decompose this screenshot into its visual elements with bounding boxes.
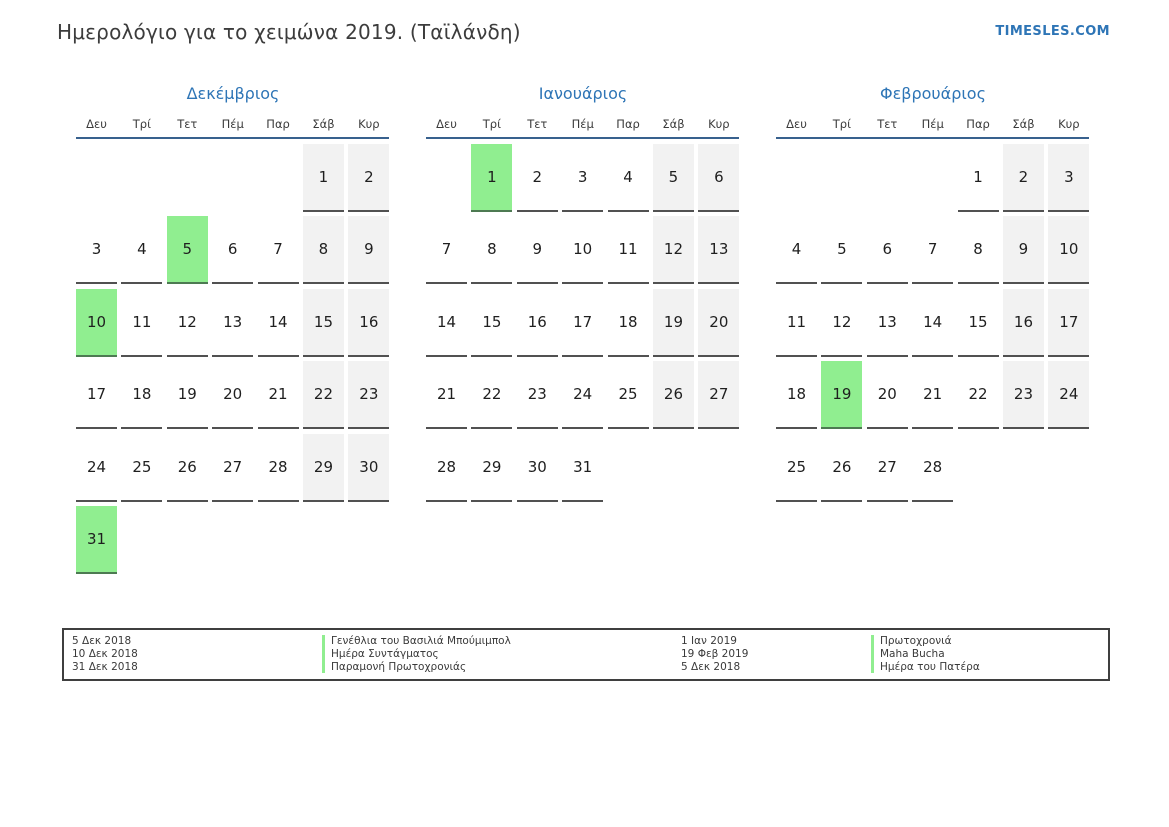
day-cell [912, 434, 953, 502]
day-cell [562, 434, 603, 502]
day-number: 12 [832, 312, 852, 331]
week-row [76, 216, 390, 284]
legend-dates-group-2 [681, 635, 748, 673]
empty-cell [121, 144, 162, 212]
day-number: 18 [786, 385, 807, 403]
weekday-label: Κυρ [708, 117, 730, 131]
empty-cell [303, 506, 344, 574]
weekend-day-cell [1048, 216, 1089, 284]
week-row [776, 289, 1090, 357]
week-row [76, 506, 390, 574]
weekday-label: Τετ [877, 117, 898, 131]
day-cell [121, 361, 162, 429]
day-cell [912, 361, 953, 429]
legend-event: Πρωτοχρονιά [871, 635, 980, 648]
holiday-day-cell [471, 144, 512, 212]
day-cell [517, 361, 558, 429]
day-cell [958, 289, 999, 357]
day-number: 9 [1018, 240, 1029, 258]
day-number: 14 [436, 312, 457, 331]
day-number: 10 [573, 240, 593, 258]
day-number: 26 [177, 457, 197, 476]
day-cell [867, 361, 908, 429]
empty-cell [426, 144, 467, 212]
weekend-day-cell [303, 216, 344, 284]
day-number: 5 [182, 240, 193, 258]
weekday-label: Δευ [786, 117, 807, 131]
month-calendar [426, 84, 740, 502]
week-row [776, 361, 1090, 429]
day-number: 20 [709, 312, 729, 331]
day-number: 9 [532, 240, 543, 258]
weekday-label: Κυρ [358, 117, 380, 131]
weekend-day-cell [698, 144, 739, 212]
legend-date: 5 Δεκ 2018 [72, 635, 132, 647]
weekday-label: Παρ [966, 117, 990, 131]
day-number: 5 [668, 167, 679, 186]
weekday-header-rule [76, 137, 389, 139]
day-number: 16 [1013, 312, 1033, 331]
day-cell [167, 289, 208, 357]
day-number: 2 [532, 167, 543, 186]
weekend-day-cell [653, 216, 694, 284]
week-row [76, 434, 390, 502]
holiday-day-cell [167, 216, 208, 284]
weekend-day-cell [303, 434, 344, 502]
legend-date: 10 Δεκ 2018 [72, 647, 138, 660]
day-cell [471, 434, 512, 502]
weekend-day-cell [1003, 216, 1044, 284]
legend-date: 1 Ιαν 2019 [681, 635, 737, 647]
day-number: 21 [436, 385, 457, 403]
empty-cell [1048, 434, 1089, 502]
day-cell [608, 289, 649, 357]
day-cell [958, 361, 999, 429]
day-number: 20 [223, 385, 243, 403]
day-number: 22 [968, 385, 988, 403]
day-number: 19 [663, 312, 683, 331]
day-number: 1 [318, 167, 329, 186]
day-cell [821, 216, 862, 284]
weekday-label: Παρ [266, 117, 290, 131]
weekend-day-cell [653, 144, 694, 212]
weekend-day-cell [348, 144, 389, 212]
day-number: 2 [1018, 167, 1029, 186]
day-number: 6 [227, 240, 238, 258]
day-number: 30 [527, 457, 547, 476]
day-cell [608, 144, 649, 212]
day-number: 16 [527, 312, 547, 331]
day-number: 4 [623, 167, 633, 186]
day-number: 15 [968, 312, 988, 331]
day-number: 3 [577, 167, 588, 186]
day-number: 11 [618, 240, 638, 258]
day-cell [776, 361, 817, 429]
weekend-day-cell [303, 361, 344, 429]
day-number: 25 [618, 385, 638, 403]
day-cell [121, 289, 162, 357]
day-cell [608, 361, 649, 429]
day-number: 3 [91, 240, 102, 258]
week-row [426, 361, 740, 429]
day-number: 22 [482, 385, 502, 403]
day-number: 26 [832, 457, 852, 476]
weekday-label: Τετ [177, 117, 198, 131]
month-title: Φεβρουάριος [880, 84, 986, 103]
week-row [76, 144, 390, 212]
empty-cell [1003, 434, 1044, 502]
brand-link[interactable]: TIMESLES.COM [995, 24, 1110, 39]
day-cell [562, 289, 603, 357]
weekend-day-cell [1048, 144, 1089, 212]
week-row [76, 289, 390, 357]
day-number: 13 [223, 312, 243, 331]
day-number: 6 [714, 167, 724, 186]
month-title: Ιανουάριος [538, 84, 628, 103]
day-number: 7 [273, 240, 283, 258]
day-number: 31 [86, 530, 107, 548]
empty-cell [167, 144, 208, 212]
day-number: 20 [877, 385, 897, 403]
day-cell [426, 289, 467, 357]
day-number: 4 [791, 240, 802, 258]
day-cell [121, 216, 162, 284]
day-number: 23 [359, 385, 379, 403]
day-cell [517, 434, 558, 502]
weekend-day-cell [348, 289, 389, 357]
weekend-day-cell [1003, 289, 1044, 357]
day-number: 14 [923, 312, 943, 331]
day-cell [517, 289, 558, 357]
day-number: 2 [364, 167, 374, 186]
week-row [426, 289, 740, 357]
day-number: 5 [837, 240, 847, 258]
day-cell [867, 434, 908, 502]
empty-cell [653, 434, 694, 502]
empty-cell [348, 506, 389, 574]
day-number: 23 [527, 385, 547, 403]
weekday-header-row [776, 117, 1090, 132]
empty-cell [167, 506, 208, 574]
day-number: 29 [482, 457, 502, 476]
day-cell [517, 144, 558, 212]
day-number: 12 [663, 240, 683, 258]
day-number: 24 [1059, 385, 1079, 403]
day-number: 21 [268, 385, 288, 403]
day-cell [562, 216, 603, 284]
weekday-label: Δευ [436, 117, 457, 131]
holiday-day-cell [76, 289, 117, 357]
day-cell [471, 289, 512, 357]
day-number: 23 [1013, 385, 1033, 403]
weekend-day-cell [1003, 144, 1044, 212]
legend-date: 5 Δεκ 2018 [681, 660, 741, 673]
week-row [426, 216, 740, 284]
legend-event: Γενέθλια του Βασιλιά Μπούμιμπολ [322, 635, 511, 648]
legend-date: 19 Φεβ 2019 [681, 647, 749, 660]
day-number: 8 [973, 240, 983, 258]
day-number: 30 [359, 457, 379, 476]
legend-event: Ημέρα του Πατέρα [871, 661, 980, 674]
day-number: 3 [1064, 167, 1074, 186]
day-number: 17 [86, 385, 107, 403]
holiday-day-cell [76, 506, 117, 574]
day-cell [958, 216, 999, 284]
day-cell [776, 216, 817, 284]
weekend-day-cell [653, 289, 694, 357]
day-number: 4 [137, 240, 147, 258]
weekend-day-cell [348, 434, 389, 502]
week-row [776, 144, 1090, 212]
day-cell [76, 434, 117, 502]
empty-cell [212, 144, 253, 212]
weekday-header-rule [776, 137, 1089, 139]
day-number: 17 [1059, 312, 1079, 331]
weekday-label: Σάβ [662, 117, 685, 131]
month-calendar [76, 84, 390, 574]
weekday-label: Τρί [832, 117, 851, 131]
weekday-header-rule [426, 137, 739, 139]
legend-event: Maha Bucha [871, 648, 980, 661]
day-number: 13 [709, 240, 729, 258]
day-number: 8 [487, 240, 497, 258]
weekday-label: Παρ [616, 117, 640, 131]
day-number: 28 [923, 457, 943, 476]
day-cell [258, 289, 299, 357]
day-cell [867, 289, 908, 357]
day-number: 11 [786, 312, 807, 331]
weekend-day-cell [348, 361, 389, 429]
day-number: 28 [436, 457, 457, 476]
holiday-day-cell [821, 361, 862, 429]
day-number: 18 [132, 385, 152, 403]
day-number: 15 [482, 312, 502, 331]
day-cell [517, 216, 558, 284]
day-cell [821, 434, 862, 502]
day-cell [562, 144, 603, 212]
weekday-label: Τετ [527, 117, 548, 131]
weekday-header-row [76, 117, 390, 132]
legend-dates-group-1 [72, 635, 138, 673]
legend-events-group-1 [322, 635, 511, 673]
weekend-day-cell [303, 289, 344, 357]
day-cell [258, 434, 299, 502]
day-number: 24 [86, 457, 107, 476]
day-number: 28 [268, 457, 288, 476]
day-cell [471, 216, 512, 284]
weekend-day-cell [698, 216, 739, 284]
day-number: 9 [364, 240, 374, 258]
day-number: 24 [573, 385, 593, 403]
week-row [776, 434, 1090, 502]
empty-cell [958, 434, 999, 502]
day-cell [776, 434, 817, 502]
day-cell [912, 289, 953, 357]
weekend-day-cell [698, 361, 739, 429]
week-row [426, 434, 740, 502]
month-calendar [776, 84, 1090, 502]
weekday-label: Πέμ [571, 117, 594, 131]
day-number: 11 [132, 312, 152, 331]
day-cell [912, 216, 953, 284]
empty-cell [212, 506, 253, 574]
weekday-header-row [426, 117, 740, 132]
day-number: 15 [313, 312, 333, 331]
weekend-day-cell [698, 289, 739, 357]
empty-cell [867, 144, 908, 212]
legend-event: Παραμονή Πρωτοχρονιάς [322, 661, 511, 674]
weekday-label: Πέμ [221, 117, 244, 131]
day-number: 6 [882, 240, 893, 258]
day-cell [76, 361, 117, 429]
weekday-label: Κυρ [1058, 117, 1080, 131]
day-number: 26 [663, 385, 683, 403]
weekday-label: Σάβ [1012, 117, 1035, 131]
empty-cell [821, 144, 862, 212]
day-number: 8 [318, 240, 329, 258]
weekday-label: Σάβ [312, 117, 335, 131]
day-number: 22 [313, 385, 333, 403]
day-number: 10 [1059, 240, 1079, 258]
day-number: 19 [177, 385, 197, 403]
day-number: 27 [709, 385, 729, 403]
weekend-day-cell [348, 216, 389, 284]
day-cell [562, 361, 603, 429]
day-number: 27 [223, 457, 243, 476]
legend-event: Ημέρα Συντάγματος [322, 648, 511, 661]
weekday-label: Τρί [482, 117, 501, 131]
day-number: 7 [927, 240, 938, 258]
day-number: 31 [573, 457, 593, 476]
day-cell [167, 361, 208, 429]
month-title: Δεκέμβριος [186, 84, 280, 103]
day-number: 16 [359, 312, 379, 331]
weekend-day-cell [1003, 361, 1044, 429]
page-title: Ημερολόγιο για το χειμώνα 2019. (Ταϊλάνδη) [57, 20, 521, 44]
empty-cell [776, 144, 817, 212]
day-number: 21 [923, 385, 943, 403]
day-cell [76, 216, 117, 284]
day-cell [258, 361, 299, 429]
day-number: 25 [786, 457, 807, 476]
day-cell [471, 361, 512, 429]
empty-cell [608, 434, 649, 502]
day-cell [821, 289, 862, 357]
weekend-day-cell [1048, 289, 1089, 357]
day-cell [776, 289, 817, 357]
weekday-label: Τρί [132, 117, 151, 131]
day-number: 27 [877, 457, 897, 476]
week-row [76, 361, 390, 429]
legend-events-group-2 [871, 635, 980, 673]
day-number: 18 [618, 312, 638, 331]
empty-cell [121, 506, 162, 574]
empty-cell [912, 144, 953, 212]
day-number: 12 [177, 312, 197, 331]
day-number: 10 [86, 312, 107, 331]
empty-cell [258, 506, 299, 574]
day-cell [212, 361, 253, 429]
empty-cell [698, 434, 739, 502]
empty-cell [76, 144, 117, 212]
day-cell [958, 144, 999, 212]
day-cell [426, 216, 467, 284]
day-number: 13 [877, 312, 897, 331]
day-number: 1 [973, 167, 983, 186]
day-number: 1 [487, 167, 497, 186]
day-number: 25 [132, 457, 152, 476]
day-cell [212, 289, 253, 357]
day-number: 19 [832, 385, 852, 403]
weekday-label: Δευ [86, 117, 107, 131]
weekend-day-cell [303, 144, 344, 212]
week-row [426, 144, 740, 212]
day-cell [426, 434, 467, 502]
weekday-label: Πέμ [921, 117, 944, 131]
legend-date: 31 Δεκ 2018 [72, 660, 138, 673]
weekend-day-cell [653, 361, 694, 429]
holiday-legend [62, 628, 1110, 681]
day-number: 29 [313, 457, 333, 476]
day-cell [426, 361, 467, 429]
empty-cell [258, 144, 299, 212]
week-row [776, 216, 1090, 284]
day-cell [212, 434, 253, 502]
day-cell [608, 216, 649, 284]
day-cell [212, 216, 253, 284]
weekend-day-cell [1048, 361, 1089, 429]
day-cell [867, 216, 908, 284]
day-number: 7 [441, 240, 452, 258]
day-number: 17 [573, 312, 593, 331]
day-cell [121, 434, 162, 502]
day-cell [167, 434, 208, 502]
day-number: 14 [268, 312, 288, 331]
day-cell [258, 216, 299, 284]
